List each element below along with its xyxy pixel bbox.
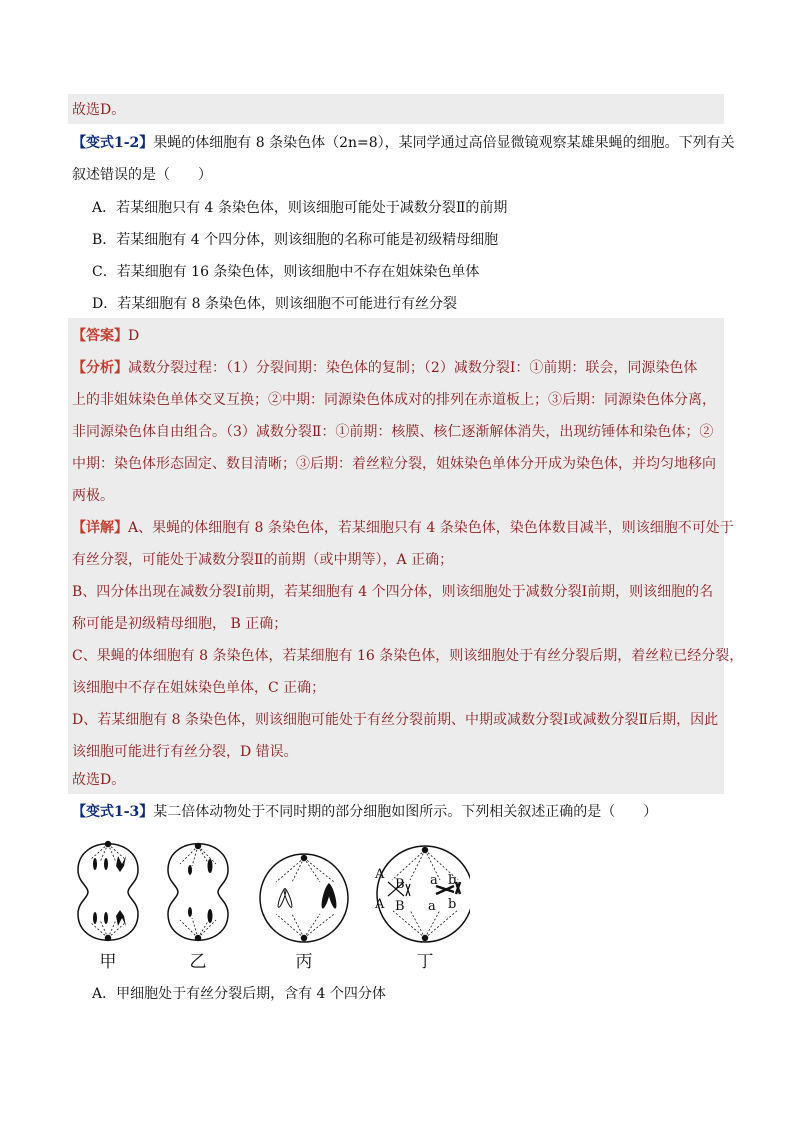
detail-line2: 有丝分裂，可能处于减数分裂Ⅱ的前期（或中期等），A 正确；: [72, 552, 454, 568]
q13-option-a: A．甲细胞处于有丝分裂后期，含有 4 个四分体: [92, 986, 386, 1002]
gene-letter: b: [448, 897, 457, 912]
detail-line3: B、四分体出现在减数分裂Ⅰ前期，若某细胞有 4 个四分体，则该细胞处于减数分裂Ⅰ前期，则该细胞的名: [72, 584, 714, 600]
cell-label-jia: 甲: [99, 952, 117, 972]
question-tag: 【变式1-2】: [72, 135, 154, 151]
cell-label-bing: 丙: [295, 952, 313, 972]
detail-line5: C、果蝇的体细胞有 8 条染色体，若某细胞有 16 条染色体，则该细胞处于有丝分裂后期，着丝粒已经分裂，: [72, 648, 744, 664]
detail-line4: 称可能是初级精母细胞， B 正确；: [72, 616, 288, 632]
analysis-line5: 两极。: [72, 488, 114, 504]
cell-division-figure: [70, 830, 470, 970]
detail-line7: D、若某细胞有 8 条染色体，则该细胞可能处于有丝分裂前期、中期或减数分裂Ⅰ或减数分裂Ⅱ后期，因此: [72, 712, 719, 728]
option-d: D．若某细胞有 8 条染色体，则该细胞不可能进行有丝分裂: [92, 296, 458, 312]
question-tag-1-3: 【变式1-3】: [72, 804, 154, 820]
detail-line1: [72, 518, 734, 538]
analysis-text-1: 减数分裂过程：（1）分裂间期：染色体的复制；（2）减数分裂Ⅰ：①前期：联会，同源染色体: [128, 360, 698, 376]
question-1-2-stem-line2: 叙述错误的是（ ）: [72, 167, 212, 183]
cell-label-ding: 丁: [416, 952, 434, 972]
cell-ding: [377, 846, 470, 942]
gene-letter: b: [448, 873, 457, 888]
cell-label-yi: 乙: [189, 952, 207, 972]
detail-tag: 【详解】: [72, 520, 128, 536]
gene-letter: a: [430, 873, 438, 888]
detail-line6: 该细胞中不存在姐妹染色单体，C 正确；: [72, 680, 326, 696]
analysis-line1: [72, 358, 697, 378]
option-a: A．若某细胞只有 4 条染色体，则该细胞可能处于减数分裂Ⅱ的前期: [92, 200, 508, 216]
question-1-3-stem: [72, 802, 657, 822]
gene-letter: B: [395, 877, 405, 892]
detail-conclusion: 故选D。: [72, 772, 126, 788]
gene-letter: B: [395, 899, 405, 914]
detail-text-1: A、果蝇的体细胞有 8 条染色体，若某细胞只有 4 条染色体，染色体数目减半，则该细胞不可处于: [128, 520, 734, 536]
answer-tag: 【答案】: [72, 328, 128, 344]
cell-bing: [260, 854, 348, 942]
analysis-line3: 非同源染色体自由组合。（3）减数分裂Ⅱ：①前期：核膜、核仁逐渐解体消失，出现纺锤体和染色体；②: [72, 424, 714, 440]
gene-letter: A: [375, 867, 385, 882]
analysis-line2: 上的非姐妹染色单体交叉互换；②中期：同源染色体成对的排列在赤道板上；③后期：同源染色体分离，: [72, 392, 716, 408]
question-1-3-text: 某二倍体动物处于不同时期的部分细胞如图所示。下列相关叙述正确的是（ ）: [153, 804, 658, 820]
cell-jia: [78, 842, 138, 941]
question-stem-text: 果蝇的体细胞有 8 条染色体（2n=8），某同学通过高倍显微镜观察某雄果蝇的细胞。下列有关: [153, 135, 735, 151]
answer-shade-top: [68, 94, 724, 124]
question-1-2-stem-line1: [72, 133, 735, 153]
answer-line: [72, 326, 139, 346]
analysis-tag: 【分析】: [72, 360, 128, 376]
option-b: B．若某细胞有 4 个四分体，则该细胞的名称可能是初级精母细胞: [92, 232, 499, 248]
gene-letter: a: [428, 899, 436, 914]
detail-line8: 该细胞可能进行有丝分裂，D 错误。: [72, 744, 298, 760]
option-c: C．若某细胞有 16 条染色体，则该细胞中不存在姐妹染色单体: [92, 264, 480, 280]
cell-yi: [168, 844, 228, 941]
answer-value: D: [128, 328, 140, 344]
prev-conclusion: 故选D。: [72, 102, 126, 118]
gene-letter: A: [375, 897, 385, 912]
analysis-line4: 中期：染色体形态固定、数目清晰；③后期：着丝粒分裂，姐妹染色单体分开成为染色体，并均匀地移向: [72, 456, 716, 472]
